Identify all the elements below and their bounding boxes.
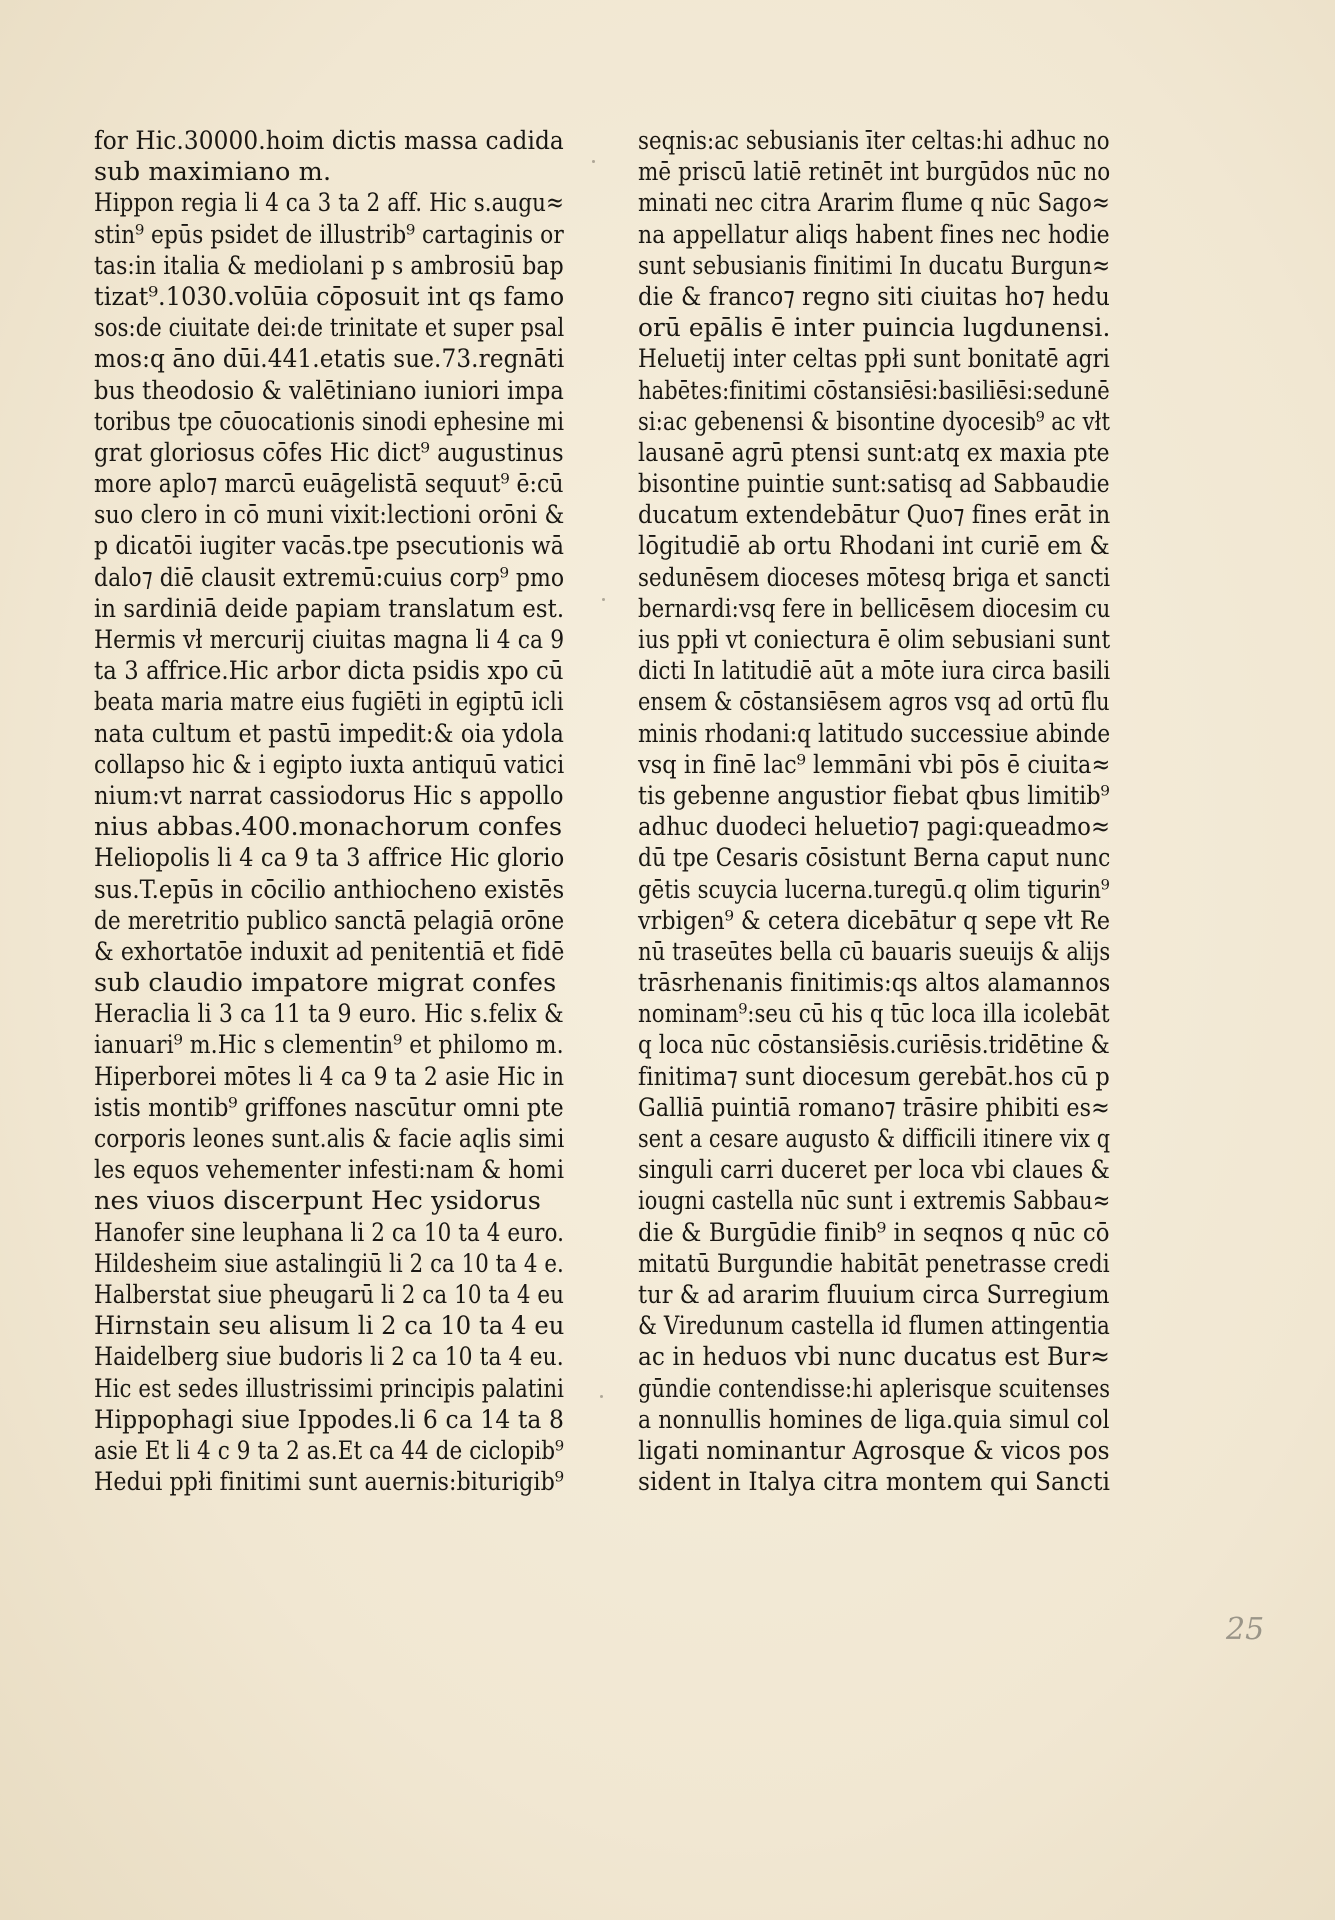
text-line: nū traseūtes bella cū bauaris sueuijs & alijs (638, 936, 1111, 967)
text-line: tizat⁹.1030.volūia cōposuit int qs famo (94, 281, 565, 312)
text-line: dū tpe Cesaris cōsistunt Berna caput nunc (638, 843, 1111, 874)
text-line: sos:de ciuitate dei:de trinitate et super psal (94, 313, 565, 344)
text-line: p dicatōi iugiter vacās.tpe psecutionis wā (94, 531, 564, 562)
text-line: corporis leones sunt.alis & facie aqlis simi (94, 1124, 565, 1154)
text-line: Hippon regia li 4 ca 3 ta 2 aff. Hic s.augu≈ (94, 188, 565, 219)
text-line: Hippophagi siue Ippodes.li 6 ca 14 ta 8 (94, 1404, 565, 1435)
text-line: die & franco⁊ regno siti ciuitas ho⁊ hedu (638, 281, 1110, 312)
text-line: lōgitudiē ab ortu Rhodani int curiē em & (638, 531, 1110, 562)
text-line: Heluetij inter celtas ppłi sunt bonitatē agri (638, 344, 1110, 375)
text-line: Heraclia li 3 ca 11 ta 9 euro. Hic s.felix & (94, 999, 564, 1030)
text-line: Haidelberg siue budoris li 2 ca 10 ta 4 eu. (94, 1342, 564, 1373)
text-line: ius ppłi vt coniectura ē olim sebusiani sunt (638, 625, 1111, 655)
text-line: gētis scuycia lucerna.turegū.q olim tigurin⁹ (638, 874, 1110, 905)
text-line: more aplo⁊ marcū euāgelistā sequut⁹ ē:cū (94, 469, 564, 500)
text-line: tas:in italia & mediolani p s ambrosiū bap (94, 250, 564, 281)
text-line: tis gebenne angustior fiebat qbus limitib⁹ (638, 780, 1110, 811)
text-line: Heliopolis li 4 ca 9 ta 3 affrice Hic glorio (94, 843, 565, 874)
text-line: ligati nominantur Agrosque & vicos pos (638, 1435, 1110, 1466)
text-line: collapso hic & i egipto iuxta antiquū vatici (94, 749, 565, 780)
text-line: sub claudio impatore migrat confes (94, 968, 557, 999)
text-line: na appellatur aliqs habent fines nec hodie (638, 219, 1110, 250)
text-line: si:ac gebenensi & bisontine dyocesib⁹ ac vłt (638, 406, 1110, 437)
text-line: minati nec citra Ararim flume q nūc Sago≈ (638, 188, 1110, 219)
text-line: tur & ad ararim fluuium circa Surregium (638, 1279, 1110, 1310)
text-line: asie Et li 4 c 9 ta 2 as.Et ca 44 de ciclopib⁹ (94, 1435, 564, 1466)
text-line: les equos vehementer infesti:nam & homi (94, 1155, 565, 1186)
text-line: Hirnstain seu alisum li 2 ca 10 ta 4 eu (94, 1311, 565, 1342)
text-line: dalo⁊ diē clausit extremū:cuius corp⁹ pmo (94, 562, 565, 593)
folio-number: 25 (1226, 1612, 1265, 1647)
text-column-right (638, 126, 1110, 1498)
text-line: Halberstat siue pheugarū li 2 ca 10 ta 4 eu (94, 1279, 565, 1310)
text-line: sunt sebusianis finitimi In ducatu Burgun≈ (638, 250, 1111, 281)
text-line: grat gloriosus cōfes Hic dict⁹ augustinus (94, 437, 564, 468)
text-line: die & Burgūdie finib⁹ in seqnos q nūc cō (638, 1217, 1110, 1248)
text-line: Galliā puintiā romano⁊ trāsire phibiti es≈ (638, 1092, 1110, 1123)
text-line: bus theodosio & valētiniano iuniori impa (94, 375, 564, 406)
text-line: suo clero in cō muni vixit:lectioni orōni & (94, 500, 565, 531)
text-line: dicti In latitudiē aūt a mōte iura circa basili (638, 656, 1111, 687)
text-line: in sardiniā deide papiam translatum est. (94, 593, 565, 624)
text-line: ducatum extendebātur Quo⁊ fines erāt in (638, 500, 1111, 531)
text-line: ta 3 affrice.Hic arbor dicta psidis xpo cū (94, 656, 564, 687)
text-line: q loca nūc cōstansiēsis.curiēsis.tridētine & (638, 1030, 1110, 1061)
text-line: & Viredunum castella id flumen attingentia (638, 1311, 1110, 1342)
text-line: ensem & cōstansiēsem agros vsq ad ortū flu (638, 687, 1110, 718)
text-line: stin⁹ epūs psidet de illustrib⁹ cartaginis or (94, 219, 564, 250)
text-line: Hedui ppłi finitimi sunt auernis:biturigib⁹ (94, 1467, 564, 1498)
text-line: trāsrhenanis finitimis:qs altos alamannos (638, 968, 1111, 999)
text-line: de meretritio publico sanctā pelagiā orōne (94, 905, 565, 936)
text-line: sus.T.epūs in cōcilio anthiocheno existēs (94, 874, 565, 905)
text-line: ac in heduos vbi nunc ducatus est Bur≈ (638, 1342, 1110, 1373)
text-line: singuli carri duceret per loca vbi claues & (638, 1155, 1110, 1186)
text-column-left (94, 126, 564, 1498)
text-line: Hic est sedes illustrissimi principis palatini (94, 1373, 565, 1404)
text-line: mitatū Burgundie habitāt penetrasse credi (638, 1248, 1110, 1279)
text-line: for Hic.30000.hoim dictis massa cadida (94, 126, 564, 156)
text-line: bisontine puintie sunt:satisq ad Sabbaudie (638, 469, 1110, 500)
text-line: vrbigen⁹ & cetera dicebātur q sepe vłt Re (638, 905, 1111, 936)
text-line: nominam⁹:seu cū his q tūc loca illa icolebāt (638, 999, 1110, 1030)
text-line: Hanofer sine leuphana li 2 ca 10 ta 4 euro. (94, 1217, 565, 1248)
ink-speck (602, 598, 605, 601)
text-line: finitima⁊ sunt diocesum gerebāt.hos cū p (638, 1061, 1110, 1092)
text-line: istis montib⁹ griffones nascūtur omni pte (94, 1092, 564, 1123)
text-line: minis rhodani:q latitudo successiue abinde (638, 718, 1111, 749)
text-line: adhuc duodeci heluetio⁊ pagi:queadmo≈ (638, 812, 1111, 843)
text-line: Hermis vł mercurij ciuitas magna li 4 ca 9 (94, 625, 565, 655)
text-line: bernardi:vsq fere in bellicēsem diocesim cu (638, 593, 1111, 624)
text-line: habētes:finitimi cōstansiēsi:basiliēsi:sedunē (638, 375, 1110, 406)
text-line: lausanē agrū ptensi sunt:atq ex maxia pte (638, 437, 1110, 468)
text-line: sent a cesare augusto & difficili itinere vix q (638, 1124, 1111, 1154)
text-line: Hiperborei mōtes li 4 ca 9 ta 2 asie Hic in (94, 1061, 565, 1092)
text-line: toribus tpe cōuocationis sinodi ephesine mi (94, 406, 565, 437)
text-line: orū epālis ē inter puincia lugdunensi. (638, 313, 1111, 344)
text-line: nius abbas.400.monachorum confes (94, 812, 563, 843)
text-line: seqnis:ac sebusianis īter celtas:hi adhuc no (638, 126, 1110, 156)
text-line: mē priscū latiē retinēt int burgūdos nūc no (638, 157, 1111, 188)
ink-speck (600, 1395, 603, 1398)
ink-speck (592, 160, 595, 163)
text-line: ianuari⁹ m.Hic s clementin⁹ et philomo m. (94, 1030, 564, 1061)
text-line: sub maximiano m. (94, 157, 332, 188)
text-line: beata maria matre eius fugiēti in egiptū icli (94, 687, 564, 718)
text-line: gūndie contendisse:hi aplerisque scuitenses (638, 1373, 1111, 1404)
text-line: sident in Italya citra montem qui Sancti (638, 1467, 1111, 1498)
text-line: nium:vt narrat cassiodorus Hic s appollo (94, 780, 564, 811)
text-line: iougni castella nūc sunt i extremis Sabbau≈ (638, 1186, 1111, 1217)
text-line: a nonnullis homines de liga.quia simul col (638, 1404, 1110, 1435)
text-line: nes viuos discerpunt Hec ysidorus (94, 1186, 541, 1217)
text-line: vsq in finē lac⁹ lemmāni vbi pōs ē ciuita≈ (638, 749, 1111, 780)
text-line: nata cultum et pastū impedit:& oia ydola (94, 718, 564, 749)
text-line: Hildesheim siue astalingiū li 2 ca 10 ta 4 e. (94, 1248, 564, 1279)
text-line: sedunēsem dioceses mōtesq briga et sancti (638, 562, 1111, 593)
text-line: mos:q āno dūi.441.etatis sue.73.regnāti (94, 344, 565, 375)
text-line: & exhortatōe induxit ad penitentiā et fidē (94, 936, 565, 967)
